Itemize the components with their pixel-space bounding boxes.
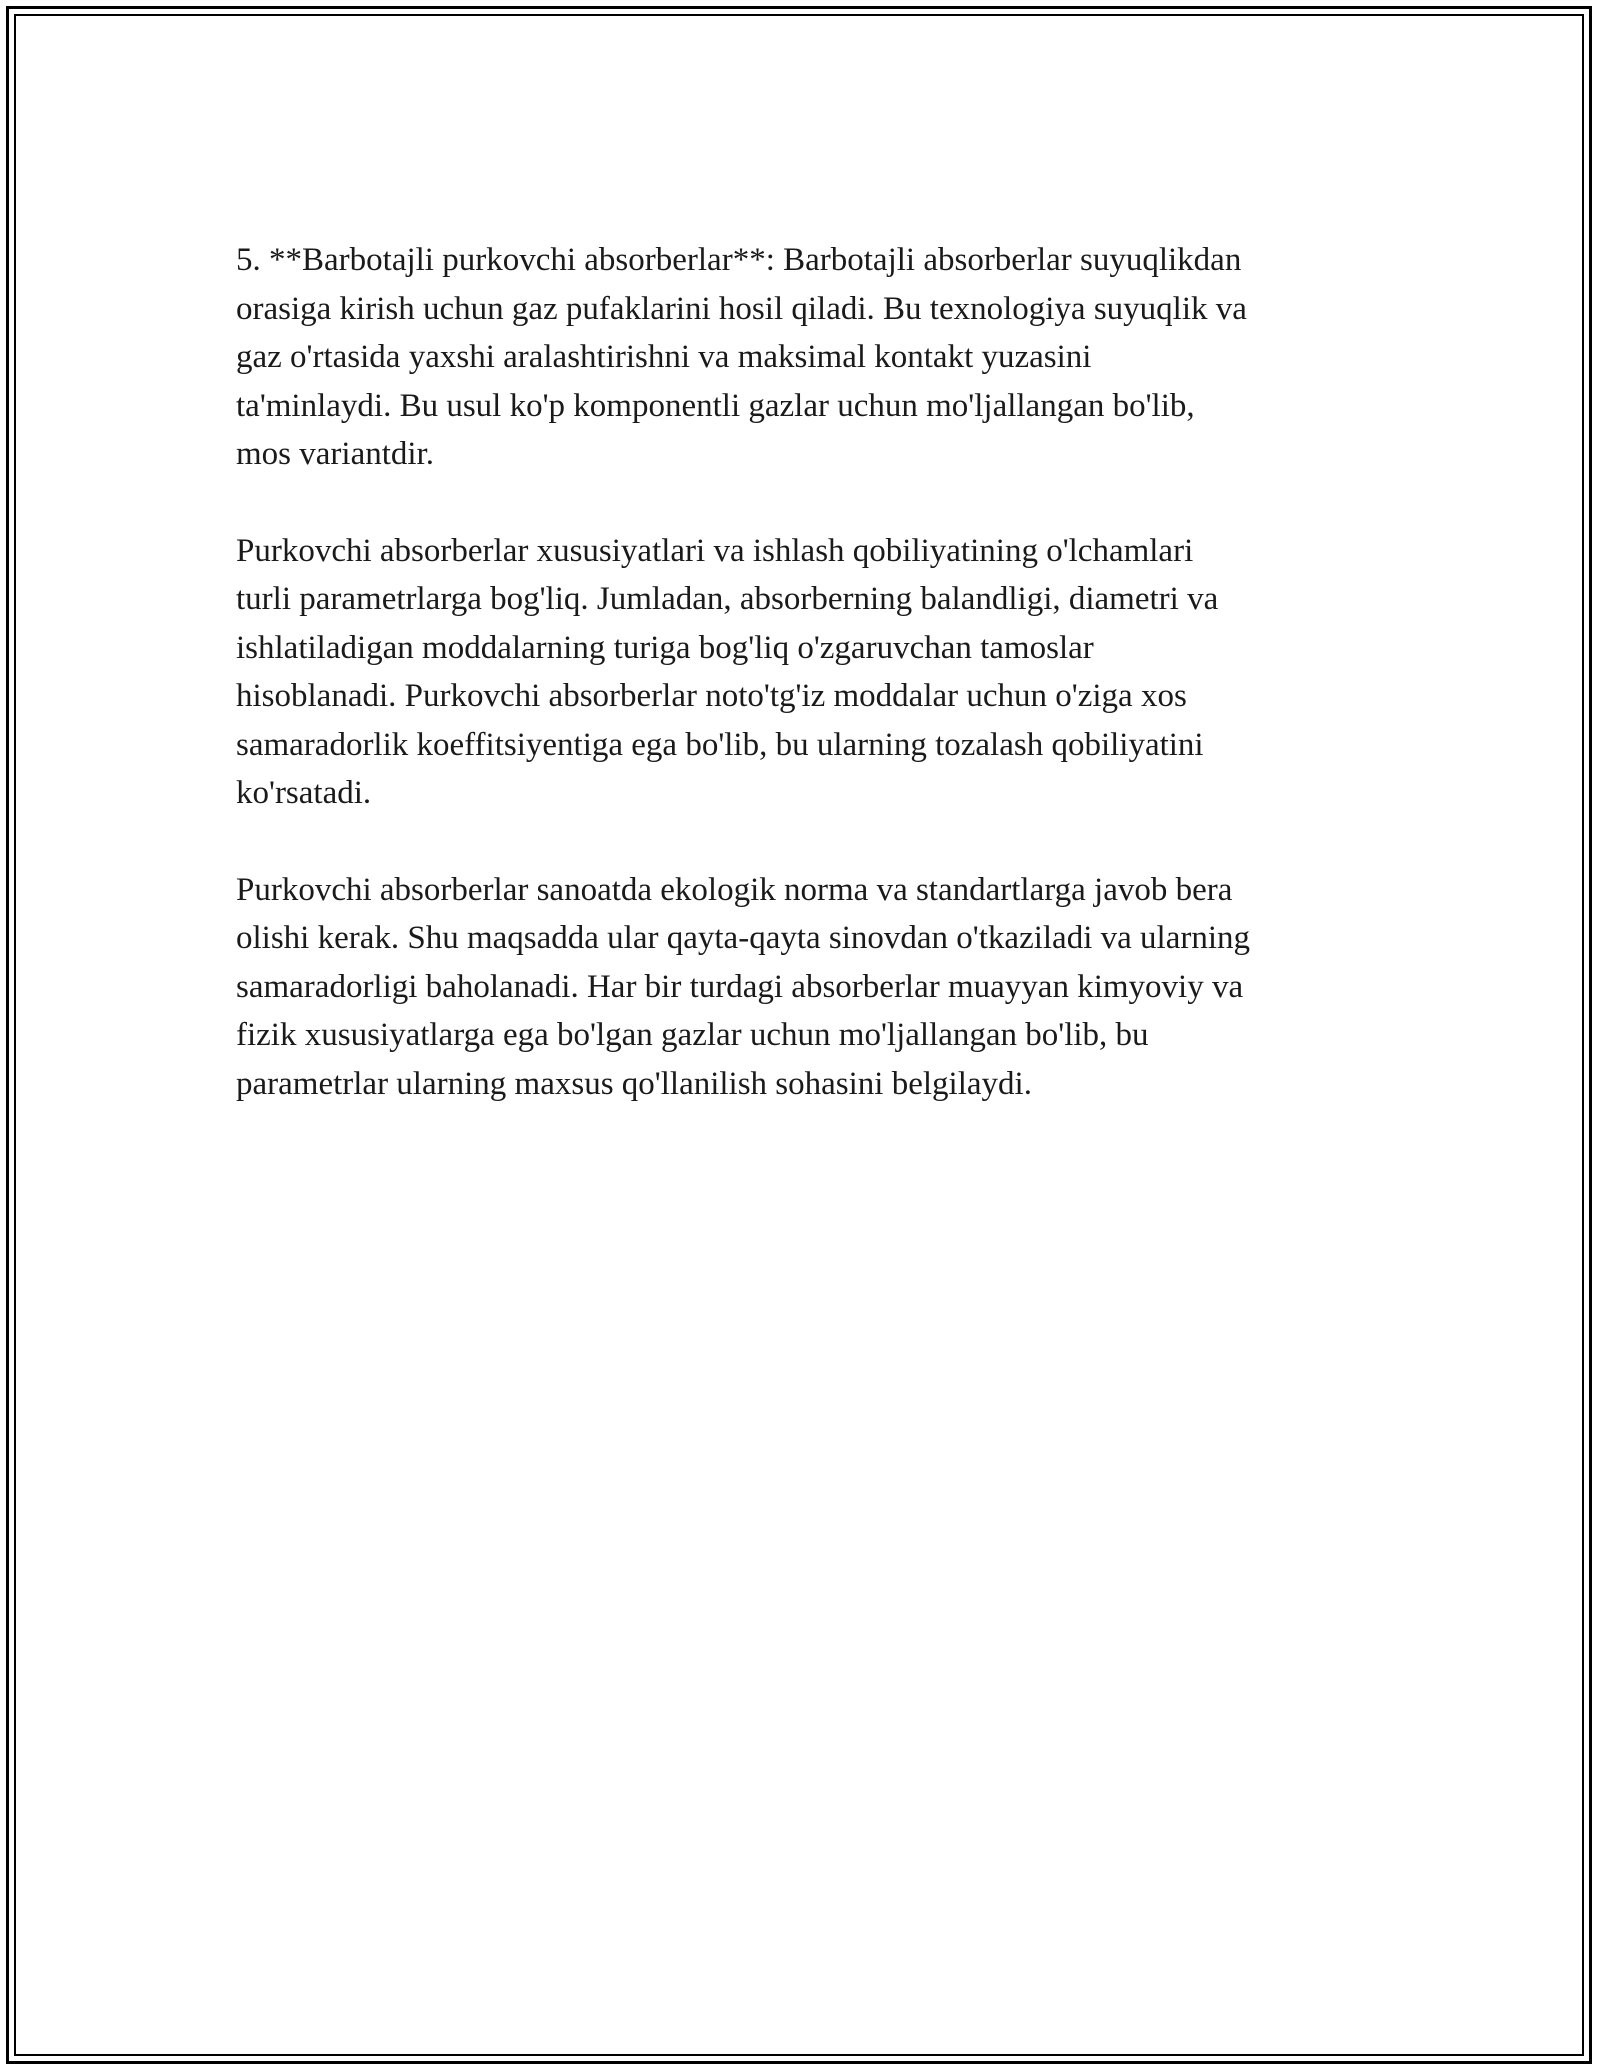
text-line: samaradorlik koeffitsiyentiga ega bo'lib, bu ularning tozalash qobiliyatini	[236, 726, 1204, 763]
text-line: Purkovchi absorberlar sanoatda ekologik norma va standartlarga javob bera	[236, 871, 1233, 908]
document-body	[236, 236, 1376, 1156]
text-line: ta'minlaydi. Bu usul ko'p komponentli gazlar uchun mo'ljallangan bo'lib,	[236, 387, 1195, 424]
text-line: 5. **Barbotajli purkovchi absorberlar**: Barbotajli absorberlar suyuqlikdan	[236, 242, 1242, 278]
text-line: orasiga kirish uchun gaz pufaklarini hosil qiladi. Bu texnologiya suyuqlik va	[236, 290, 1247, 327]
paragraph-standartlar	[236, 866, 1376, 1109]
text-line: turli parametrlarga bog'liq. Jumladan, absorberning balandligi, diametri va	[236, 581, 1219, 617]
text-line: olishi kerak. Shu maqsadda ular qayta-qayta sinovdan o'tkaziladi va ularning	[236, 920, 1250, 956]
text-line: parametrlar ularning maxsus qo'llanilish sohasini belgilaydi.	[236, 1065, 1032, 1102]
text-line: fizik xususiyatlarga ega bo'lgan gazlar uchun mo'ljallangan bo'lib, bu	[236, 1017, 1149, 1053]
text-line: gaz o'rtasida yaxshi aralashtirishni va maksimal kontakt yuzasini	[236, 339, 1092, 375]
paragraph-xususiyatlar	[236, 527, 1376, 818]
text-line: hisoblanadi. Purkovchi absorberlar noto'tg'iz moddalar uchun o'ziga xos	[236, 678, 1187, 714]
text-line: ishlatiladigan moddalarning turiga bog'liq o'zgaruvchan tamoslar	[236, 629, 1094, 666]
text-line: Purkovchi absorberlar xususiyatlari va ishlash qobiliyatining o'lchamlari	[236, 532, 1194, 569]
text-line: mos variantdir.	[236, 436, 434, 472]
text-line: ko'rsatadi.	[236, 775, 372, 811]
paragraph-barbotajli	[236, 236, 1376, 479]
text-line: samaradorligi baholanadi. Har bir turdagi absorberlar muayyan kimyoviy va	[236, 968, 1244, 1005]
